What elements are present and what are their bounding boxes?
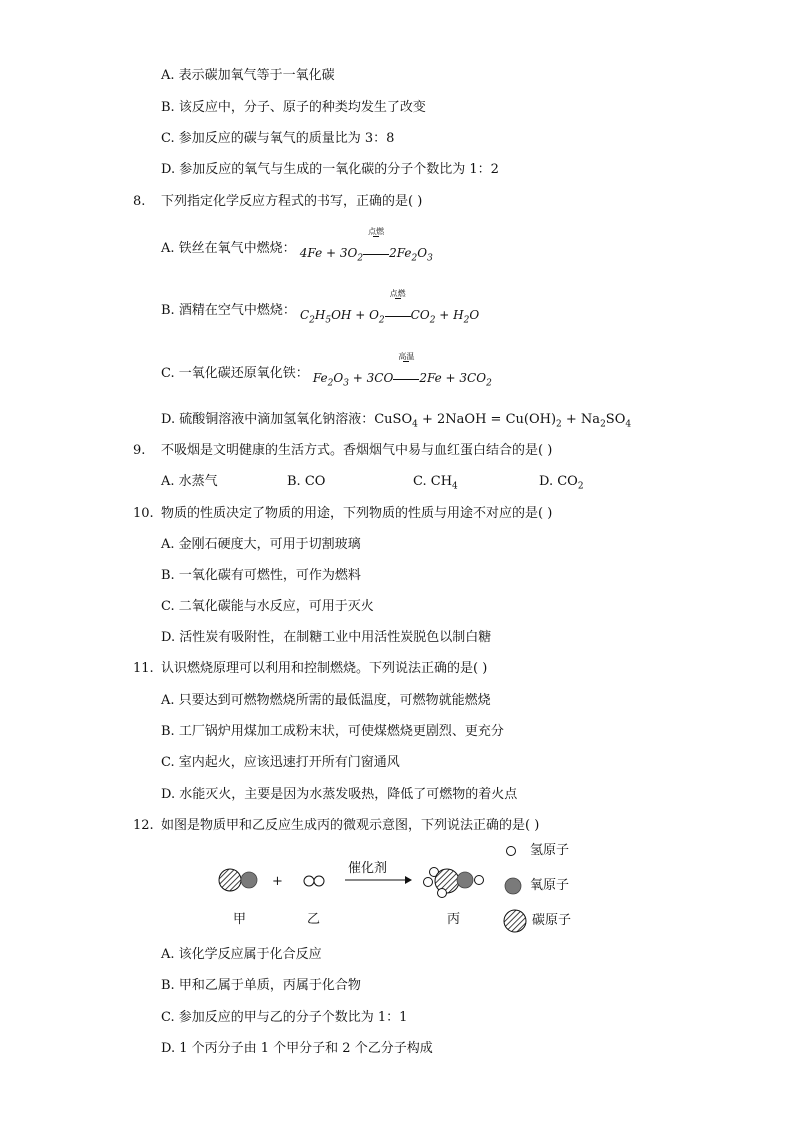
q8-option-c-label: C. 一氧化碳还原氧化铁：	[161, 366, 309, 381]
jia-oxygen-atom	[241, 872, 257, 888]
bing-hydrogen-atom-2	[424, 878, 433, 887]
eq-b-rsub1: 2	[429, 315, 436, 326]
diagram-label-yi: 乙	[307, 912, 321, 927]
eq-a-rhs-sub2: 3	[427, 253, 433, 264]
q8-option-a-label: A. 铁丝在氧气中燃烧：	[161, 241, 296, 256]
legend-oxygen-icon	[505, 878, 521, 894]
eq-b-co: CO	[410, 308, 430, 322]
q9-option-d-sub: 2	[577, 481, 584, 492]
eq-a-rhs: 2Fe	[389, 246, 412, 260]
eq-a-rhs-2: O	[417, 246, 428, 260]
q11-option-a: A. 只要达到可燃物燃烧所需的最低温度，可燃物就能燃烧	[161, 693, 491, 708]
eq-a-lhs: 4Fe + 3O	[299, 246, 358, 260]
q10-option-b: B. 一氧化碳有可燃性，可作为燃料	[161, 568, 361, 583]
eq-c-co: + 3CO	[348, 371, 394, 385]
jia-carbon-atom	[219, 869, 241, 891]
q11-stem: 认识燃烧原理可以利用和控制燃烧。下列说法正确的是( )	[161, 661, 488, 676]
diagram-label-bing: 丙	[447, 912, 461, 927]
eq-c-condition-label: 高温	[398, 351, 415, 361]
q8-stem: 下列指定化学反应方程式的书写，正确的是( )	[161, 194, 423, 209]
legend-carbon-icon	[504, 910, 526, 932]
q9-option-b: B. CO	[287, 474, 326, 489]
eq-b-rsub2: 2	[463, 315, 470, 326]
q11-option-c: C. 室内起火，应该迅速打开所有门窗通风	[161, 755, 400, 770]
eq-b-condition-label: 点燃	[389, 288, 406, 298]
eq-d-3: + Na	[561, 412, 601, 427]
eq-d-2: + 2NaOH = Cu(OH)	[417, 412, 557, 427]
q11-number: 11.	[133, 661, 154, 676]
q9-option-c-text: C. CH	[413, 474, 453, 489]
molecule-jia	[219, 869, 257, 891]
q9-option-d-text: D. CO	[539, 474, 578, 489]
eq-b-o: O	[469, 308, 480, 322]
molecule-bing	[424, 868, 484, 898]
bing-hydrogen-atom-4	[475, 876, 484, 885]
q12-stem: 如图是物质甲和乙反应生成丙的微观示意图，下列说法正确的是( )	[161, 818, 540, 833]
q9-option-c-sub: 4	[452, 481, 458, 492]
bing-hydrogen-atom-3	[438, 889, 447, 898]
eq-a-lhs-sub: 2	[357, 253, 364, 264]
q7-option-b: B. 该反应中，分子、原子的种类均发生了改变	[161, 100, 426, 115]
legend-hydrogen-label: 氢原子	[530, 843, 570, 858]
q7-option-a: A. 表示碳加氧气等于一氧化碳	[161, 68, 335, 83]
diagram-plus-sign: +	[272, 874, 283, 889]
eq-b-h2: + H	[435, 308, 464, 322]
eq-d-s3: 2	[600, 419, 606, 430]
q7-option-c: C. 参加反应的碳与氧气的质量比为 3：8	[161, 131, 395, 146]
q8-option-d-label: D. 硫酸铜溶液中滴加氢氧化钠溶液：	[161, 412, 375, 427]
yi-hydrogen-atom-1	[304, 876, 314, 886]
legend-carbon-label: 碳原子	[532, 913, 572, 928]
q10-number: 10.	[133, 506, 154, 521]
diagram-catalyst-label: 催化剂	[348, 861, 388, 876]
q12-option-c: C. 参加反应的甲与乙的分子个数比为 1：1	[161, 1010, 408, 1025]
eq-d-1: CuSO	[374, 412, 413, 427]
yi-hydrogen-atom-2	[314, 876, 324, 886]
q11-option-b: B. 工厂锅炉用煤加工成粉末状，可使煤燃烧更剧烈、更充分	[161, 724, 504, 739]
eq-b-sub1: 2	[309, 315, 315, 326]
bing-oxygen-atom	[457, 872, 473, 888]
q10-option-c: C. 二氧化碳能与水反应，可用于灭火	[161, 599, 374, 614]
eq-c-sub1: 2	[327, 378, 334, 389]
eq-b-h: H	[314, 308, 326, 322]
eq-c-fe: Fe	[312, 371, 328, 385]
reaction-arrow-head	[405, 876, 412, 884]
q10-stem: 物质的性质决定了物质的用途，下列物质的性质与用途不对应的是( )	[161, 506, 553, 521]
eq-c-o: O	[333, 371, 344, 385]
q10-option-a: A. 金刚石硬度大，可用于切割玻璃	[161, 537, 361, 552]
q12-number: 12.	[133, 818, 154, 833]
eq-b-sub2: 5	[325, 315, 332, 326]
q10-option-d: D. 活性炭有吸附性，在制糖工业中用活性炭脱色以制白糖	[161, 630, 492, 645]
eq-c-rhs: 2Fe + 3CO	[419, 371, 487, 385]
q8-option-b-label: B. 酒精在空气中燃烧：	[161, 303, 296, 318]
eq-d-s1: 4	[412, 419, 418, 430]
q9-option-a: A. 水蒸气	[161, 474, 218, 489]
q12-option-d: D. 1 个丙分子由 1 个甲分子和 2 个乙分子构成	[161, 1041, 433, 1056]
legend-hydrogen-icon	[507, 847, 516, 856]
legend-oxygen-label: 氧原子	[530, 878, 570, 893]
q9-stem: 不吸烟是文明健康的生活方式。香烟烟气中易与血红蛋白结合的是( )	[161, 443, 553, 458]
diagram-label-jia: 甲	[233, 912, 247, 927]
q12-option-a: A. 该化学反应属于化合反应	[161, 947, 322, 962]
eq-d-4: SO	[605, 412, 626, 427]
eq-d-s4: 4	[625, 419, 632, 430]
eq-c-rsub1: 2	[486, 378, 492, 389]
eq-c-sub2: 3	[343, 378, 349, 389]
eq-b-c: C	[299, 308, 310, 322]
q9-number: 9.	[133, 443, 146, 458]
molecule-yi	[304, 876, 324, 886]
eq-b-oh: OH + O	[331, 308, 379, 322]
q7-option-d: D. 参加反应的氧气与生成的一氧化碳的分子个数比为 1：2	[161, 162, 499, 177]
eq-d-s2: 2	[556, 419, 562, 430]
q8-number: 8.	[133, 194, 146, 209]
eq-a-condition-label: 点燃	[368, 226, 385, 236]
q12-option-b: B. 甲和乙属于单质，丙属于化合物	[161, 978, 361, 993]
eq-b-sub3: 2	[378, 315, 385, 326]
eq-a-rhs-sub1: 2	[411, 253, 418, 264]
q11-option-d: D. 水能灭火，主要是因为水蒸发吸热，降低了可燃物的着火点	[161, 787, 518, 802]
